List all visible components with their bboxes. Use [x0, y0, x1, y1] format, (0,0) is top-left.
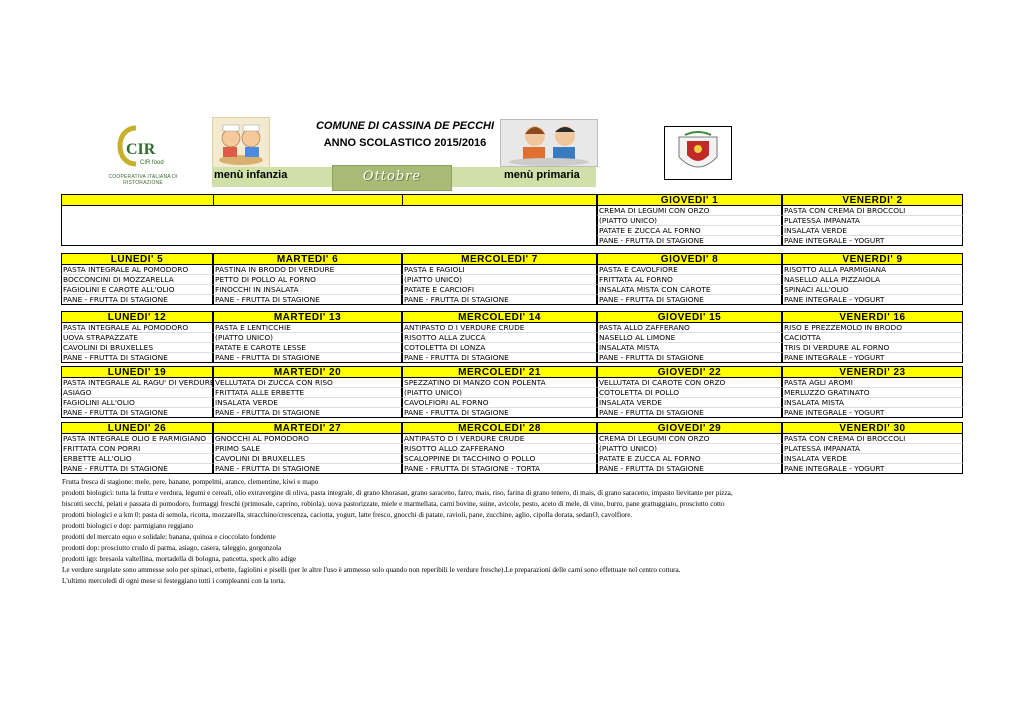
day-header: VENERDI' 23	[782, 366, 963, 378]
menu-item	[402, 216, 597, 226]
day-cell	[597, 253, 782, 305]
menu-item: PANE - FRUTTA DI STAGIONE	[597, 464, 782, 474]
day-header: MERCOLEDI' 14	[402, 311, 597, 323]
menu-item: PANE - FRUTTA DI STAGIONE	[213, 408, 402, 418]
menu-item: COTOLETTA DI POLLO	[597, 388, 782, 398]
menu-item: CAVOLFIORI AL FORNO	[402, 398, 597, 408]
menu-item: (PIATTO UNICO)	[213, 333, 402, 343]
page-title: COMUNE DI CASSINA DE PECCHI	[315, 120, 495, 132]
menu-item: RISOTTO ALLA PARMIGIANA	[782, 265, 963, 275]
menu-item: FRITTATA CON PORRI	[61, 444, 213, 454]
menu-item	[213, 206, 402, 216]
menu-item: PASTINA IN BRODO DI VERDURE	[213, 265, 402, 275]
day-cell	[782, 311, 963, 363]
menu-item: CAVOLINI DI BRUXELLES	[213, 454, 402, 464]
menu-item: SPINACI ALL'OLIO	[782, 285, 963, 295]
menu-item: PANE - FRUTTA DI STAGIONE - TORTA	[402, 464, 597, 474]
menu-item: INSALATA MISTA	[782, 398, 963, 408]
menu-item: INSALATA VERDE	[213, 398, 402, 408]
note-line: prodotti igp: bresaola valtellina, mortadella di bologna, pancetta, speck alto adige	[62, 555, 297, 563]
day-header: MERCOLEDI' 21	[402, 366, 597, 378]
day-header: VENERDI' 2	[782, 194, 963, 206]
menu-item: PASTA ALLO ZAFFERANO	[597, 323, 782, 333]
day-cell	[61, 253, 213, 305]
menu-item: NASELLO AL LIMONE	[597, 333, 782, 343]
menu-item	[61, 226, 213, 236]
menu-item: PANE - FRUTTA DI STAGIONE	[402, 408, 597, 418]
menu-item: PASTA AGLI AROMI	[782, 378, 963, 388]
menu-item: (PIATTO UNICO)	[597, 444, 782, 454]
day-cell	[402, 422, 597, 474]
menu-item: PETTO DI POLLO AL FORNO	[213, 275, 402, 285]
day-cell	[597, 366, 782, 418]
day-cell	[597, 194, 782, 246]
menu-item: PANE - FRUTTA DI STAGIONE	[597, 353, 782, 363]
municipality-crest	[664, 126, 732, 180]
menu-item: (PIATTO UNICO)	[597, 216, 782, 226]
day-header: LUNEDI' 12	[61, 311, 213, 323]
menu-item: FAGIOLINI E CAROTE ALL'OLIO	[61, 285, 213, 295]
menu-item: PANE - FRUTTA DI STAGIONE	[61, 353, 213, 363]
menu-item	[402, 226, 597, 236]
menu-item: CREMA DI LEGUMI CON ORZO	[597, 434, 782, 444]
day-cell	[402, 194, 597, 246]
menu-item: PLATESSA IMPANATA	[782, 216, 963, 226]
day-header: LUNEDI' 26	[61, 422, 213, 434]
day-header: GIOVEDI' 8	[597, 253, 782, 265]
menu-item: PANE INTEGRALE - YOGURT	[782, 408, 963, 418]
menu-item	[61, 206, 213, 216]
note-line: prodotti biologici: tutta la frutta e verdura, legumi e cereali, olio extravergine di oliva, pasta integrale, di grano khorasan, grano saraceno, farro, mais, riso, farina di grano tenero, di mais, di grano saraceno, impasto lievitante per pizza,	[62, 489, 733, 497]
menu-item: PANE - FRUTTA DI STAGIONE	[61, 464, 213, 474]
menu-item: FRITTATA AL FORNO	[597, 275, 782, 285]
cir-food-logo	[108, 122, 188, 184]
note-line: prodotti biologici e dop: parmigiano reggiano	[62, 522, 194, 530]
menu-item: PANE INTEGRALE - YOGURT	[782, 236, 963, 246]
menu-item: FAGIOLINI ALL'OLIO	[61, 398, 213, 408]
menu-item: ANTIPASTO D I VERDURE CRUDE	[402, 434, 597, 444]
menu-item: PATATE E CAROTE LESSE	[213, 343, 402, 353]
menu-item	[213, 226, 402, 236]
day-cell	[402, 366, 597, 418]
menu-item: PATATE E CARCIOFI	[402, 285, 597, 295]
menu-item: SPEZZATINO DI MANZO CON POLENTA	[402, 378, 597, 388]
menu-item	[213, 216, 402, 226]
day-cell	[61, 194, 213, 246]
school-year: ANNO SCOLASTICO 2015/2016	[323, 137, 487, 149]
menu-item: PANE - FRUTTA DI STAGIONE	[402, 295, 597, 305]
day-cell	[597, 422, 782, 474]
menu-item: PASTA CON CREMA DI BROCCOLI	[782, 434, 963, 444]
menu-item: MERLUZZO GRATINATO	[782, 388, 963, 398]
menu-item: PANE - FRUTTA DI STAGIONE	[61, 295, 213, 305]
day-header	[402, 194, 597, 206]
month-label: Ottobre	[362, 169, 422, 184]
cir-logo-text: CIR food	[140, 160, 164, 166]
menu-item: RISOTTO ALLA ZUCCA	[402, 333, 597, 343]
menu-item: UOVA STRAPAZZATE	[61, 333, 213, 343]
menu-item: INSALATA MISTA CON CAROTE	[597, 285, 782, 295]
note-line: prodotti del mercato equo e solidale: banana, quinoa e cioccolato fondente	[62, 533, 276, 541]
day-cell	[782, 194, 963, 246]
day-cell	[782, 253, 963, 305]
menu-item: TRIS DI VERDURE AL FORNO	[782, 343, 963, 353]
menu-item: FRITTATA ALLE ERBETTE	[213, 388, 402, 398]
cir-logo-icon	[116, 124, 164, 168]
menu-item: PASTA E LENTICCHIE	[213, 323, 402, 333]
menu-item: PANE - FRUTTA DI STAGIONE	[597, 408, 782, 418]
note-line: Frutta fresca di stagione: mele, pere, banane, pompelmi, arance, clementine, kiwi e mapo	[62, 478, 319, 486]
menu-item: PASTA CON CREMA DI BROCCOLI	[782, 206, 963, 216]
note-line: prodotti biologici e a km 0: pasta di semola, ricotta, mozzarella, stracchino/crescenza, caciotta, yogurt, latte fresco, gnocchi di patate, ravioli, pane, zucchine, aglio, cipolla dorata, sedanO, cavolfiore.	[62, 511, 633, 519]
day-header: MARTEDI' 13	[213, 311, 402, 323]
day-cell	[402, 253, 597, 305]
menu-item: PANE - FRUTTA DI STAGIONE	[213, 464, 402, 474]
cir-subtitle: COOPERATIVA ITALIANA DI RISTORAZIONE	[108, 174, 178, 186]
menu-item: PATATE E ZUCCA AL FORNO	[597, 226, 782, 236]
day-header: MARTEDI' 27	[213, 422, 402, 434]
menu-item: ASIAGO	[61, 388, 213, 398]
day-header: GIOVEDI' 1	[597, 194, 782, 206]
note-line: biscotti secchi, pelati e passata di pomodoro, formaggi freschi (primosale, caprino, robiola), uova pastorizzate, miele e marmellata, carni bovine, suine, avicole, pesto, aceto di mele, di vino, burro, pane grattuggiato, prosciutto cotto	[62, 500, 725, 508]
day-header	[61, 194, 213, 206]
note-line: prodotti dop: prosciutto crudo di parma, asiago, casera, taleggio, gorgonzola	[62, 544, 282, 552]
day-cell	[213, 366, 402, 418]
day-header: LUNEDI' 5	[61, 253, 213, 265]
menu-item: PANE - FRUTTA DI STAGIONE	[597, 295, 782, 305]
day-header: VENERDI' 16	[782, 311, 963, 323]
menu-item: PASTA INTEGRALE AL RAGU' DI VERDURE	[63, 378, 215, 387]
day-cell	[402, 311, 597, 363]
menu-item: NASELLO ALLA PIZZAIOLA	[782, 275, 963, 285]
menu-item: (PIATTO UNICO)	[402, 388, 597, 398]
menu-item: SCALOPPINE DI TACCHINO O POLLO	[402, 454, 597, 464]
menu-item: PASTA E CAVOLFIORE	[597, 265, 782, 275]
menu-item	[402, 206, 597, 216]
note-line: Le verdure surgelate sono ammesse solo per spinaci, erbette, fagiolini e piselli (per le altre l'uso è ammesso solo quando non reperibili le verdure fresche).Le preparazioni delle carni sono effettuate nel centro cottura.	[62, 566, 681, 574]
note-line: L'ultimo mercoledì di ogni mese si festeggiano tutti i compleanni con la torta.	[62, 577, 286, 585]
menu-item: PANE INTEGRALE - YOGURT	[782, 295, 963, 305]
notes-section	[62, 477, 962, 587]
svg-text:CIR: CIR	[126, 141, 156, 158]
menu-item: COTOLETTA DI LONZA	[402, 343, 597, 353]
menu-item: CAVOLINI DI BRUXELLES	[61, 343, 213, 353]
menu-item	[213, 236, 402, 246]
children-eating-illustration	[212, 117, 270, 169]
menu-item: PASTA E FAGIOLI	[402, 265, 597, 275]
day-header: MARTEDI' 20	[213, 366, 402, 378]
menu-item: CACIOTTA	[782, 333, 963, 343]
menu-item: FINOCCHI IN INSALATA	[213, 285, 402, 295]
menu-item: VELLUTATA DI CAROTE CON ORZO	[597, 378, 782, 388]
day-header: MERCOLEDI' 28	[402, 422, 597, 434]
menu-item: PANE - FRUTTA DI STAGIONE	[597, 236, 782, 246]
menu-item: PASTA INTEGRALE AL POMODORO	[61, 323, 213, 333]
menu-primaria-label: menù primaria	[504, 169, 580, 181]
menu-item	[402, 236, 597, 246]
menu-item: PANE - FRUTTA DI STAGIONE	[213, 353, 402, 363]
day-header: LUNEDI' 19	[61, 366, 213, 378]
day-header: GIOVEDI' 15	[597, 311, 782, 323]
menu-item: PRIMO SALE	[213, 444, 402, 454]
menu-grid	[61, 194, 963, 475]
menu-item: INSALATA VERDE	[782, 226, 963, 236]
menu-item: PANE INTEGRALE - YOGURT	[782, 464, 963, 474]
kids-at-table-illustration	[500, 119, 598, 167]
menu-item: CREMA DI LEGUMI CON ORZO	[597, 206, 782, 216]
day-header: VENERDI' 9	[782, 253, 963, 265]
day-header	[213, 194, 402, 206]
day-header: GIOVEDI' 22	[597, 366, 782, 378]
menu-infanzia-label: menù infanzia	[214, 169, 288, 181]
day-cell	[61, 366, 213, 418]
menu-item: PASTA INTEGRALE AL POMODORO	[61, 265, 213, 275]
menu-item: ANTIPASTO D I VERDURE CRUDE	[402, 323, 597, 333]
menu-item: PANE - FRUTTA DI STAGIONE	[402, 353, 597, 363]
menu-item	[61, 236, 213, 246]
day-cell	[213, 194, 402, 246]
day-cell	[597, 311, 782, 363]
day-cell	[782, 422, 963, 474]
day-cell	[213, 311, 402, 363]
day-cell	[61, 311, 213, 363]
menu-item: PATATE E ZUCCA AL FORNO	[597, 454, 782, 464]
menu-item: PANE - FRUTTA DI STAGIONE	[213, 295, 402, 305]
menu-item: INSALATA VERDE	[597, 398, 782, 408]
menu-item: BOCCONCINI DI MOZZARELLA	[61, 275, 213, 285]
menu-item: VELLUTATA DI ZUCCA CON RISO	[213, 378, 402, 388]
day-cell	[213, 253, 402, 305]
menu-item: PANE - FRUTTA DI STAGIONE	[61, 408, 213, 418]
menu-item: PLATESSA IMPANATA	[782, 444, 963, 454]
menu-item: GNOCCHI AL POMODORO	[213, 434, 402, 444]
menu-item: PASTA INTEGRALE OLIO E PARMIGIANO	[61, 434, 213, 444]
menu-item: PANE INTEGRALE - YOGURT	[782, 353, 963, 363]
menu-item: (PIATTO UNICO)	[402, 275, 597, 285]
day-cell	[782, 366, 963, 418]
day-cell	[213, 422, 402, 474]
menu-item: RISOTTO ALLO ZAFFERANO	[402, 444, 597, 454]
day-header: MERCOLEDI' 7	[402, 253, 597, 265]
menu-item: RISO E PREZZEMOLO IN BRODO	[782, 323, 963, 333]
month-box	[332, 165, 452, 191]
day-header: MARTEDI' 6	[213, 253, 402, 265]
day-header: GIOVEDI' 29	[597, 422, 782, 434]
menu-item	[61, 216, 213, 226]
menu-item: INSALATA MISTA	[597, 343, 782, 353]
menu-item: ERBETTE ALL'OLIO	[61, 454, 213, 464]
day-header: VENERDI' 30	[782, 422, 963, 434]
day-cell	[61, 422, 213, 474]
menu-item: INSALATA VERDE	[782, 454, 963, 464]
